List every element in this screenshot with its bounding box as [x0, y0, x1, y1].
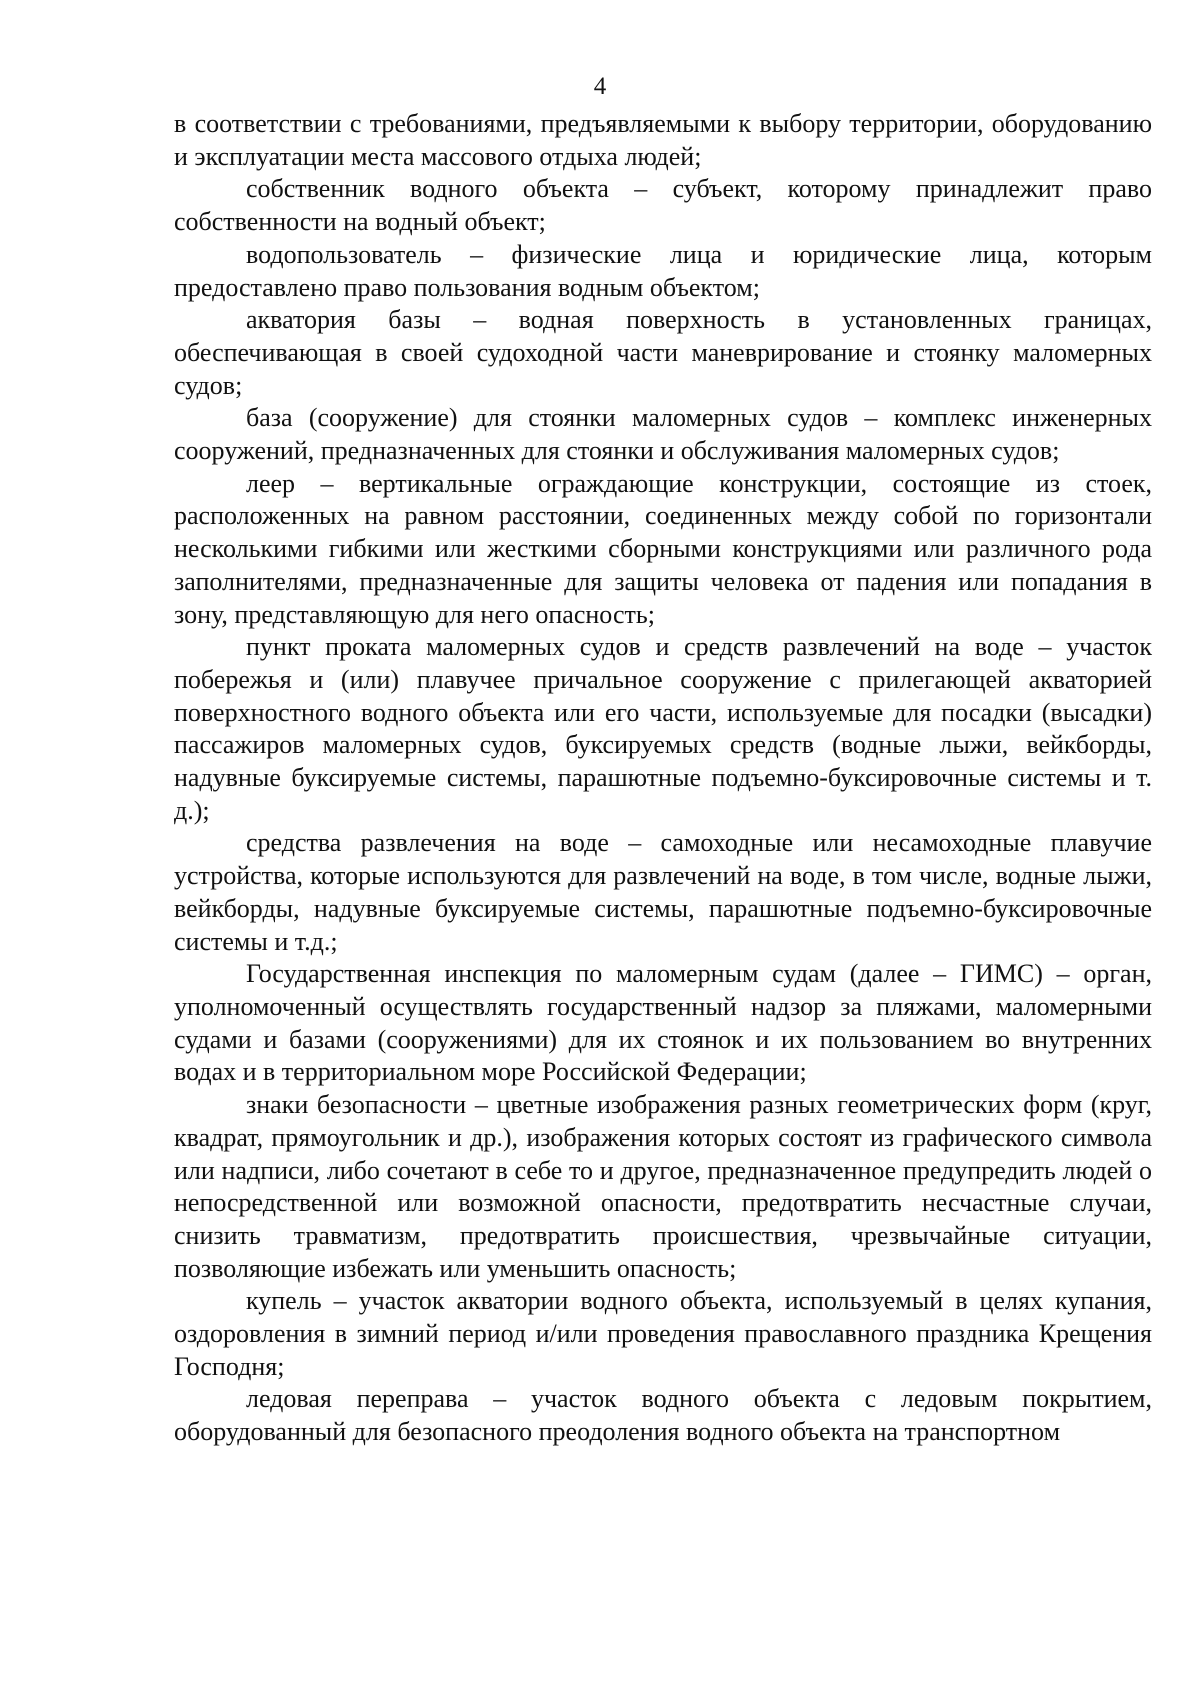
paragraph-gims-definition: Государственная инспекция по маломерным судам (далее – ГИМС) – орган, уполномоченный осуществлять государственный надзор за пляжами, маломерными судами и базами (сооружениями) для их стоянок и их пользованием во внутренних водах и в территориальном море Российской Федерации; — [174, 959, 1152, 1087]
paragraph-water-entertainment-definition: средства развлечения на воде – самоходные или несамоходные плавучие устройства, которые используются для развлечений на воде, в том числе, водные лыжи, вейкборды, надувные буксируемые системы, парашютные подъемно-буксировочные системы и т.д.; — [174, 828, 1152, 956]
document-body — [174, 108, 1152, 1449]
paragraph-base-water-area-definition: акватория базы – водная поверхность в установленных границах, обеспечивающая в своей судоходной части маневрирование и стоянку маломерных судов; — [174, 305, 1152, 400]
paragraph-water-user-definition: водопользователь – физические лица и юридические лица, которым предоставлено право пользования водным объектом; — [174, 239, 1152, 302]
paragraph-owner-definition: собственник водного объекта – субъект, которому принадлежит право собственности на водный объект; — [174, 174, 1152, 237]
paragraph-continuation: в соответствии с требованиями, предъявляемыми к выбору территории, оборудованию и эксплуатации места массового отдыха людей; — [174, 109, 1152, 171]
paragraph-boat-base-definition: база (сооружение) для стоянки маломерных судов – комплекс инженерных сооружений, предназначенных для стоянки и обслуживания маломерных судов; — [174, 403, 1152, 466]
paragraph-ice-crossing-definition: ледовая переправа – участок водного объекта с ледовым покрытием, оборудованный для безопасного преодоления водного объекта на транспортном — [174, 1384, 1152, 1447]
paragraph-font-definition: купель – участок акватории водного объекта, используемый в целях купания, оздоровления в зимний период и/или проведения православного праздника Крещения Господня; — [174, 1286, 1152, 1381]
paragraph-rental-point-definition: пункт проката маломерных судов и средств развлечений на воде – участок побережья и (или) плавучее причальное сооружение с прилегающей акваторией поверхностного водного объекта или его части, используемые для посадки (высадки) пассажиров маломерных судов, буксируемых средств (водные лыжи, вейкборды, надувные буксируемые системы, парашютные подъемно-буксировочные системы и т. д.); — [174, 632, 1152, 825]
paragraph-safety-signs-definition: знаки безопасности – цветные изображения разных геометрических форм (круг, квадрат, прямоугольник и др.), изображения которых состоят из графического символа или надписи, либо сочетают в себе то и другое, предназначенное предупредить людей о непосредственной или возможной опасности, предотвратить несчастные случаи, снизить травматизм, предотвратить происшествия, чрезвычайные ситуации, позволяющие избежать или уменьшить опасность; — [174, 1090, 1152, 1283]
page-number: 4 — [593, 73, 607, 100]
paragraph-railing-definition: леер – вертикальные ограждающие конструкции, состоящие из стоек, расположенных на равном расстоянии, соединенных между собой по горизонтали несколькими гибкими или жесткими сборными конструкциями или различного рода заполнителями, предназначенные для защиты человека от падения или попадания в зону, представляющую для него опасность; — [174, 468, 1152, 629]
